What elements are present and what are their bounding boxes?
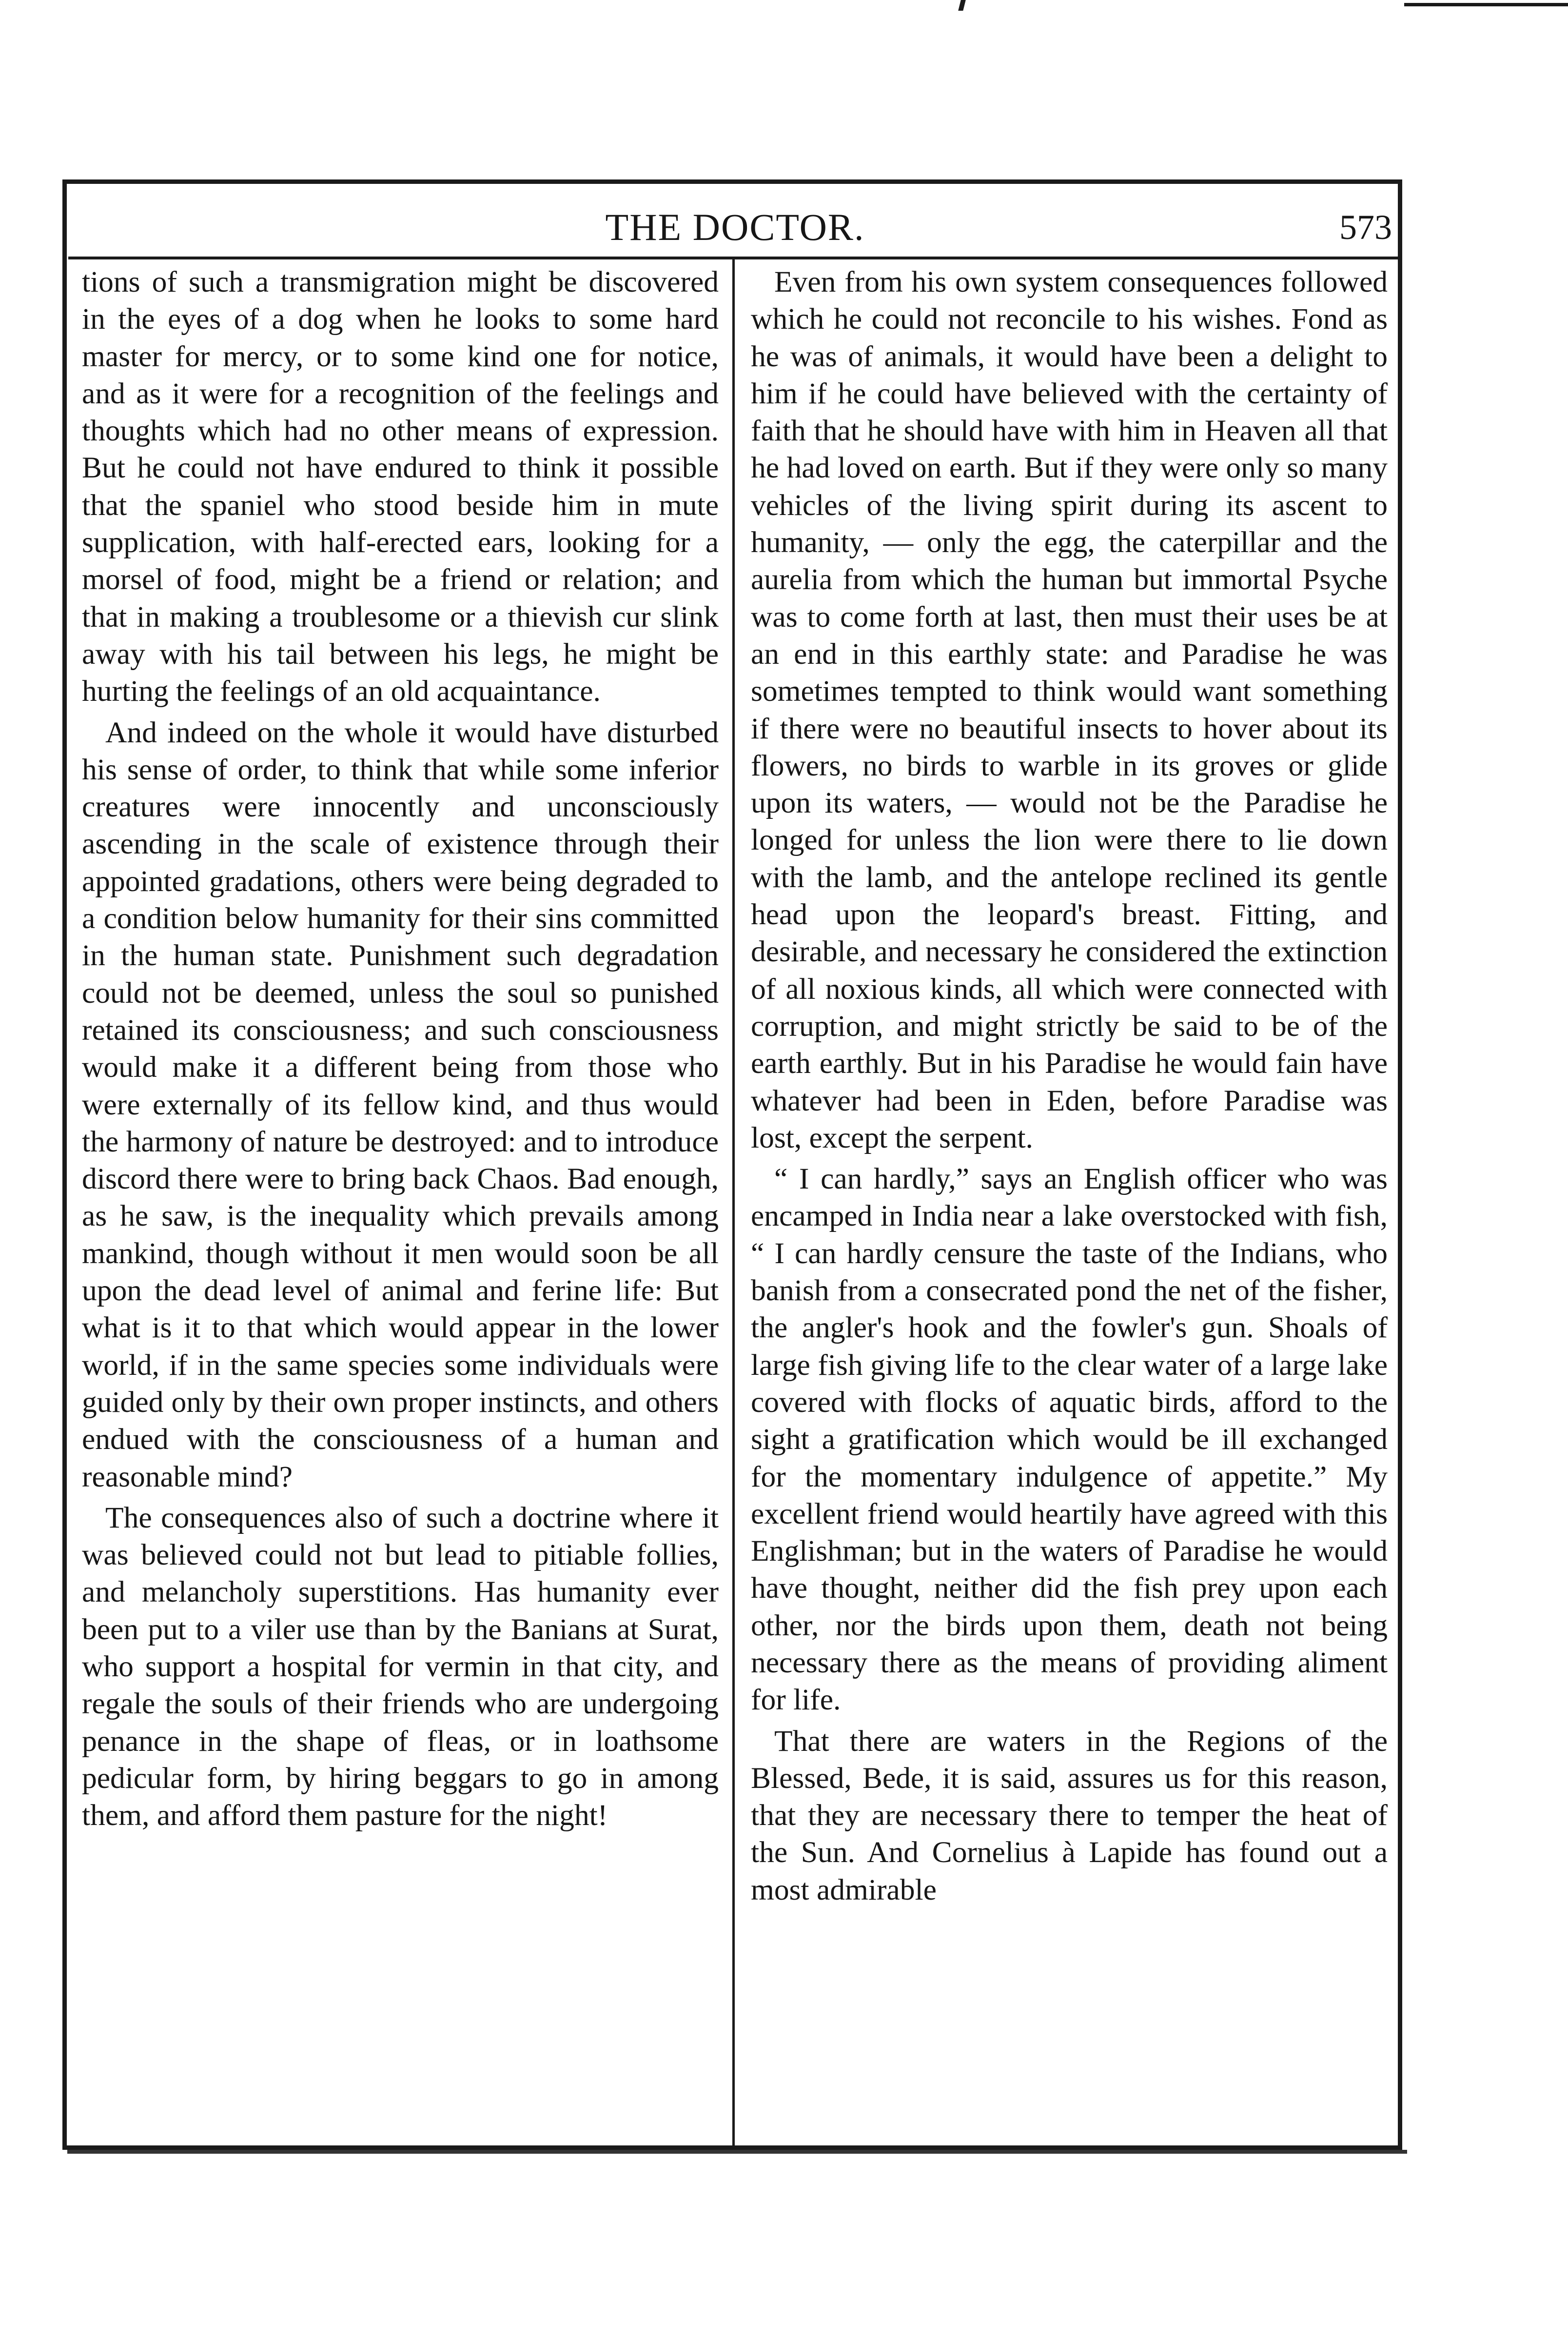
paragraph: That there are waters in the Regions of the Blessed, Bede, it is said, assures us for this reason, that they are necessary there to temper the heat of the Sun. And Cornelius à Lapide has found out a most admirable <box>751 1724 1388 1906</box>
edge-rule <box>1404 3 1568 6</box>
running-title: THE DOCTOR. <box>605 206 865 248</box>
right-column <box>751 263 1388 1908</box>
paragraph: The consequences also of such a doctrine where it was believed could not but lead to pitiable follies, and melancholy superstitions. Has humanity ever been put to a viler use than by the Banians at Surat, who support a hospital for vermin in that city, and regale the souls of their friends who are undergoing penance in the shape of fleas, or in loathsome pedicular form, by hiring beggars to go in among them, and afford them pasture for the night! <box>82 1501 719 1832</box>
left-column <box>82 263 719 1834</box>
paragraph: Even from his own system consequences followed which he could not reconcile to his wishes. Fond as he was of animals, it would have been a delight to him if he could have believed with the certainty of faith that he should have with him in Heaven all that he had loved on earth. But if they were only so many vehicles of the living spirit during its ascent to humanity, — only the egg, the caterpillar and the aurelia from which the human but immortal Psyche was to come forth at last, then must their uses be at an end in this earthly state: and Paradise he was sometimes tempted to think would want something if there were no beautiful insects to hover about its flowers, no birds to warble in its groves or glide upon its waters, — would not be the Paradise he longed for unless the lion were there to lie down with the lamb, and the antelope reclined its gentle head upon the leopard's breast. Fitting, and desirable, and necessary he considered the extinction of all noxious kinds, all which were connected with corruption, and might strictly be said to be of the earth earthly. But in his Paradise he would fain have whatever had been in Eden, before Paradise was lost, except the serpent. <box>751 265 1388 1154</box>
page-number: 573 <box>1339 208 1392 247</box>
running-header <box>68 200 1402 255</box>
column-divider <box>732 259 735 2150</box>
print-mark <box>958 0 965 11</box>
header-rule <box>68 257 1402 259</box>
page-frame-shadow <box>67 2150 1407 2154</box>
paragraph: tions of such a transmigration might be discovered in the eyes of a dog when he looks to some hard master for mercy, or to some kind one for notice, and as it were for a recognition of the feelings and thoughts which had no other means of expression. But he could not have endured to think it possible that the spaniel who stood beside him in mute supplication, with half-erected ears, looking for a morsel of food, might be a friend or relation; and that in making a troublesome or a thievish cur slink away with his tail between his legs, he might be hurting the feelings of an old acquaintance. <box>82 265 719 708</box>
paragraph: And indeed on the whole it would have disturbed his sense of order, to think that while some inferior creatures were innocently and unconsciously ascending in the scale of existence through their appointed gradations, others were being degraded to a condition below humanity for their sins committed in the human state. Punishment such degradation could not be deemed, unless the soul so punished retained its consciousness; and such consciousness would make it a different being from those who were externally of its fellow kind, and thus would the harmony of nature be destroyed: and to introduce discord there were to bring back Chaos. Bad enough, as he saw, is the inequality which prevails among mankind, though without it men would soon be all upon the dead level of animal and ferine life: But what is it to that which would appear in the lower world, if in the same species some individuals were guided only by their own proper instincts, and others endued with the consciousness of a human and reasonable mind? <box>82 715 719 1493</box>
paragraph: “ I can hardly,” says an English officer who was encamped in India near a lake overstocked with fish, “ I can hardly censure the taste of the Indians, who banish from a consecrated pond the net of the fisher, the angler's hook and the fowler's gun. Shoals of large fish giving life to the clear water of a large lake covered with flocks of aquatic birds, afford to the sight a gratification which would be ill exchanged for the momentary indulgence of appetite.” My excellent friend would heartily have agreed with this Englishman; but in the waters of Paradise he would have thought, neither did the fish prey upon each other, nor the birds upon them, death not being necessary there as the means of providing aliment for life. <box>751 1162 1388 1717</box>
